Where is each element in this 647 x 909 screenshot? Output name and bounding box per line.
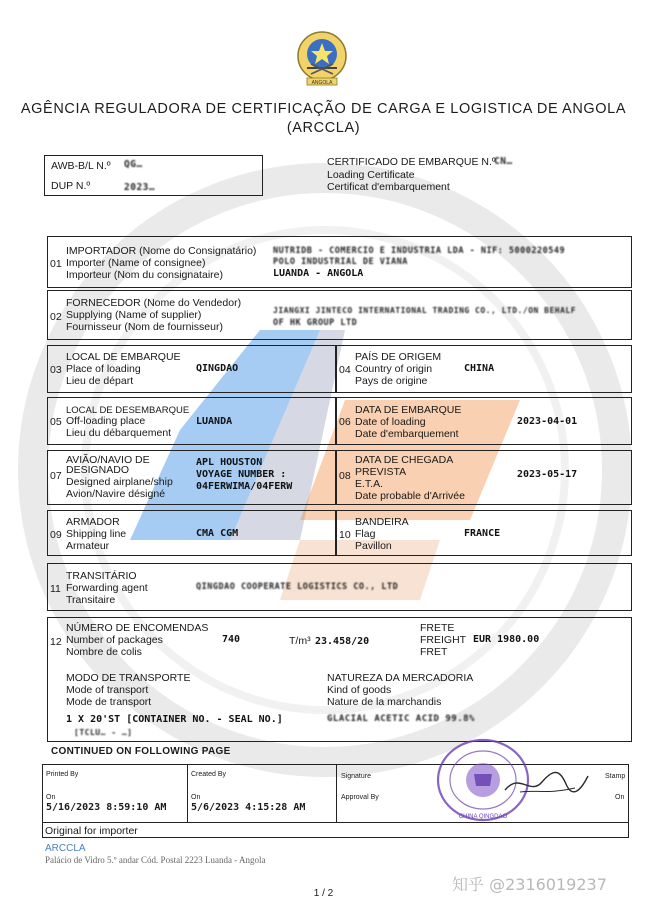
importer-num: 01	[50, 258, 62, 270]
dup-value: 2023…	[124, 182, 156, 193]
on-label: On	[615, 794, 625, 801]
signature-label: Signature	[341, 773, 371, 780]
agency-title: AGÊNCIA REGULADORA DE CERTIFICAÇÃO DE CARGA E LOGISTICA DE ANGOLA	[20, 101, 627, 117]
loading-date-l2: Date of loading	[355, 416, 426, 428]
transport-l2: Mode of transport	[66, 684, 149, 696]
divider	[336, 764, 337, 822]
supplier-l1: FORNECEDOR (Nome do Vendedor)	[66, 297, 242, 309]
freight-l2: FREIGHT	[420, 634, 467, 646]
flag-value: FRANCE	[464, 528, 501, 539]
dup-label: DUP N.º	[51, 180, 91, 192]
signature-scribble	[500, 762, 590, 802]
vessel-l2: Designed airplane/ship	[66, 476, 173, 488]
loading-place-value: QINGDAO	[196, 363, 239, 374]
offloading-l3: Lieu du débarquement	[66, 427, 172, 439]
transport-l3: Mode de transport	[66, 696, 152, 708]
forwarder-num: 11	[50, 583, 61, 595]
flag-l1: BANDEIRA	[355, 516, 409, 528]
importer-v3: LUANDA - ANGOLA	[273, 268, 364, 279]
vessel-l1: AVIÃO/NAVIO DE	[66, 454, 150, 466]
cert-label-en: Loading Certificate	[327, 169, 415, 181]
origin-l1: PAÍS DE ORIGEM	[355, 351, 442, 363]
cert-label-pt: CERTIFICADO DE EMBARQUE N.º	[327, 156, 496, 168]
supplier-num: 02	[50, 311, 62, 323]
supplier-l2: Supplying (Name of supplier)	[66, 309, 202, 321]
vessel-v1: APL HOUSTON	[196, 457, 263, 468]
loading-date-value: 2023-04-01	[517, 416, 578, 427]
awb-value: QG…	[124, 159, 143, 170]
goods-value: GLACIAL ACETIC ACID 99.8%	[327, 714, 475, 724]
goods-l3: Nature de la marchandis	[327, 696, 442, 708]
packages-num: 12	[50, 636, 62, 648]
loading-date-num: 06	[339, 416, 351, 428]
packages-l2: Number of packages	[66, 634, 163, 646]
sig-row-divider	[42, 822, 629, 823]
transport-l1: MODO DE TRANSPORTE	[66, 672, 191, 684]
cert-label-fr: Certificat d'embarquement	[327, 181, 450, 193]
footer-address: Palácio de Vidro 5.º andar Cód. Postal 2223 Luanda - Angola	[45, 855, 266, 865]
stamp-text: CHINA QINGDAO	[458, 814, 508, 820]
emblem-text: ANGOLA	[311, 80, 333, 86]
importer-v1: NUTRIDB - COMERCIO E INDUSTRIA LDA - NIF: 5000220549	[273, 246, 566, 256]
on-label: On	[191, 794, 201, 801]
divider	[335, 510, 337, 556]
arrival-value: 2023-05-17	[517, 469, 578, 480]
footer-brand: ARCCLA	[45, 843, 86, 854]
created-by-label: Created By	[191, 771, 227, 778]
divider	[335, 450, 337, 505]
page-number: 1 / 2	[313, 888, 334, 899]
supplier-v2: OF HK GROUP LTD	[273, 318, 358, 328]
tm-label: T/m³	[289, 635, 311, 647]
flag-l3: Pavillon	[355, 540, 392, 552]
agency-abbr: (ARCCLA)	[286, 120, 361, 136]
arrival-l1b: PREVISTA	[355, 466, 407, 478]
freight-l1: FRETE	[420, 622, 455, 634]
importer-l2: Importer (Name of consignee)	[66, 257, 206, 269]
origin-l3: Pays de origine	[355, 375, 428, 387]
arrival-l2: E.T.A.	[355, 478, 384, 490]
loading-place-num: 03	[50, 364, 62, 376]
created-date: 5/6/2023 4:15:28 AM	[191, 802, 306, 813]
printed-by-label: Printed By	[46, 771, 79, 778]
loading-place-l1: LOCAL DE EMBARQUE	[66, 351, 181, 363]
loading-place-l2: Place of loading	[66, 363, 141, 375]
offloading-num: 05	[50, 416, 62, 428]
loading-date-l1: DATA DE EMBARQUE	[355, 404, 462, 416]
packages-l3: Nombre de colis	[66, 646, 142, 658]
freight-value: EUR 1980.00	[473, 634, 540, 645]
on-label: On	[46, 794, 56, 801]
packages-count: 740	[222, 634, 241, 645]
origin-num: 04	[339, 364, 351, 376]
shipping-line-l1: ARMADOR	[66, 516, 120, 528]
loading-date-l3: Date d'embarquement	[355, 428, 459, 440]
approval-by-label: Approval By	[341, 794, 379, 801]
origin-value: CHINA	[464, 363, 495, 374]
zhihu-watermark: 知乎 @2316019237	[452, 875, 607, 894]
offloading-l1: LOCAL DE DESEMBARQUE	[66, 405, 190, 416]
forwarder-l2: Forwarding agent	[66, 582, 148, 594]
arrival-l3: Date probable d'Arrivée	[355, 490, 465, 502]
vessel-v2: VOYAGE NUMBER :	[196, 469, 287, 480]
vessel-l3: Avion/Navire désigné	[66, 488, 166, 500]
flag-num: 10	[339, 529, 351, 541]
loading-place-l3: Lieu de départ	[66, 375, 134, 387]
vessel-v3: 04FERWIMA/04FERW	[196, 481, 293, 492]
awb-label: AWB-B/L N.º	[51, 160, 111, 172]
goods-l2: Kind of goods	[327, 684, 392, 696]
importer-v2: POLO INDUSTRIAL DE VIANA	[273, 257, 408, 267]
divider	[335, 345, 337, 393]
angola-emblem	[289, 28, 355, 90]
divider	[187, 764, 188, 822]
cert-value: CN…	[494, 156, 513, 167]
forwarder-value: QINGDAO COOPERATE LOGISTICS CO., LTD	[196, 582, 399, 592]
importer-l3: Importeur (Nom du consignataire)	[66, 269, 223, 281]
shipping-line-l2: Shipping line	[66, 528, 127, 540]
supplier-v1: JIANGXI JINTECO INTERNATIONAL TRADING CO., LTD./ON BEHALF	[273, 306, 577, 315]
freight-l3: FRET	[420, 646, 448, 658]
tm-value: 23.458/20	[315, 636, 370, 647]
flag-l2: Flag	[355, 528, 376, 540]
goods-l1: NATUREZA DA MERCADORIA	[327, 672, 474, 684]
divider	[335, 397, 337, 445]
vessel-l1b: DESIGNADO	[66, 464, 130, 476]
vessel-num: 07	[50, 470, 62, 482]
supplier-l3: Fournisseur (Nom de fournisseur)	[66, 321, 223, 333]
continued-note: CONTINUED ON FOLLOWING PAGE	[51, 746, 231, 757]
offloading-l2: Off-loading place	[66, 415, 146, 427]
original-for-importer: Original for importer	[45, 825, 138, 837]
shipping-line-l3: Armateur	[66, 540, 110, 552]
printed-date: 5/16/2023 8:59:10 AM	[46, 802, 167, 813]
shipping-line-value: CMA CGM	[196, 528, 239, 539]
stamp-label: Stamp	[605, 773, 626, 780]
packages-l1: NÚMERO DE ENCOMENDAS	[66, 622, 209, 634]
arrival-num: 08	[339, 470, 351, 482]
offloading-value: LUANDA	[196, 416, 233, 427]
forwarder-l1: TRANSITÁRIO	[66, 570, 137, 582]
transport-value: 1 X 20'ST [CONTAINER NO. - SEAL NO.]	[66, 714, 283, 725]
shipping-line-num: 09	[50, 529, 62, 541]
arrival-l1: DATA DE CHEGADA	[355, 454, 454, 466]
importer-l1: IMPORTADOR (Nome do Consignatário)	[66, 245, 257, 257]
transport-value2: [TCLU… - …]	[74, 728, 133, 737]
forwarder-l3: Transitaire	[66, 594, 116, 606]
origin-l2: Country of origin	[355, 363, 433, 375]
